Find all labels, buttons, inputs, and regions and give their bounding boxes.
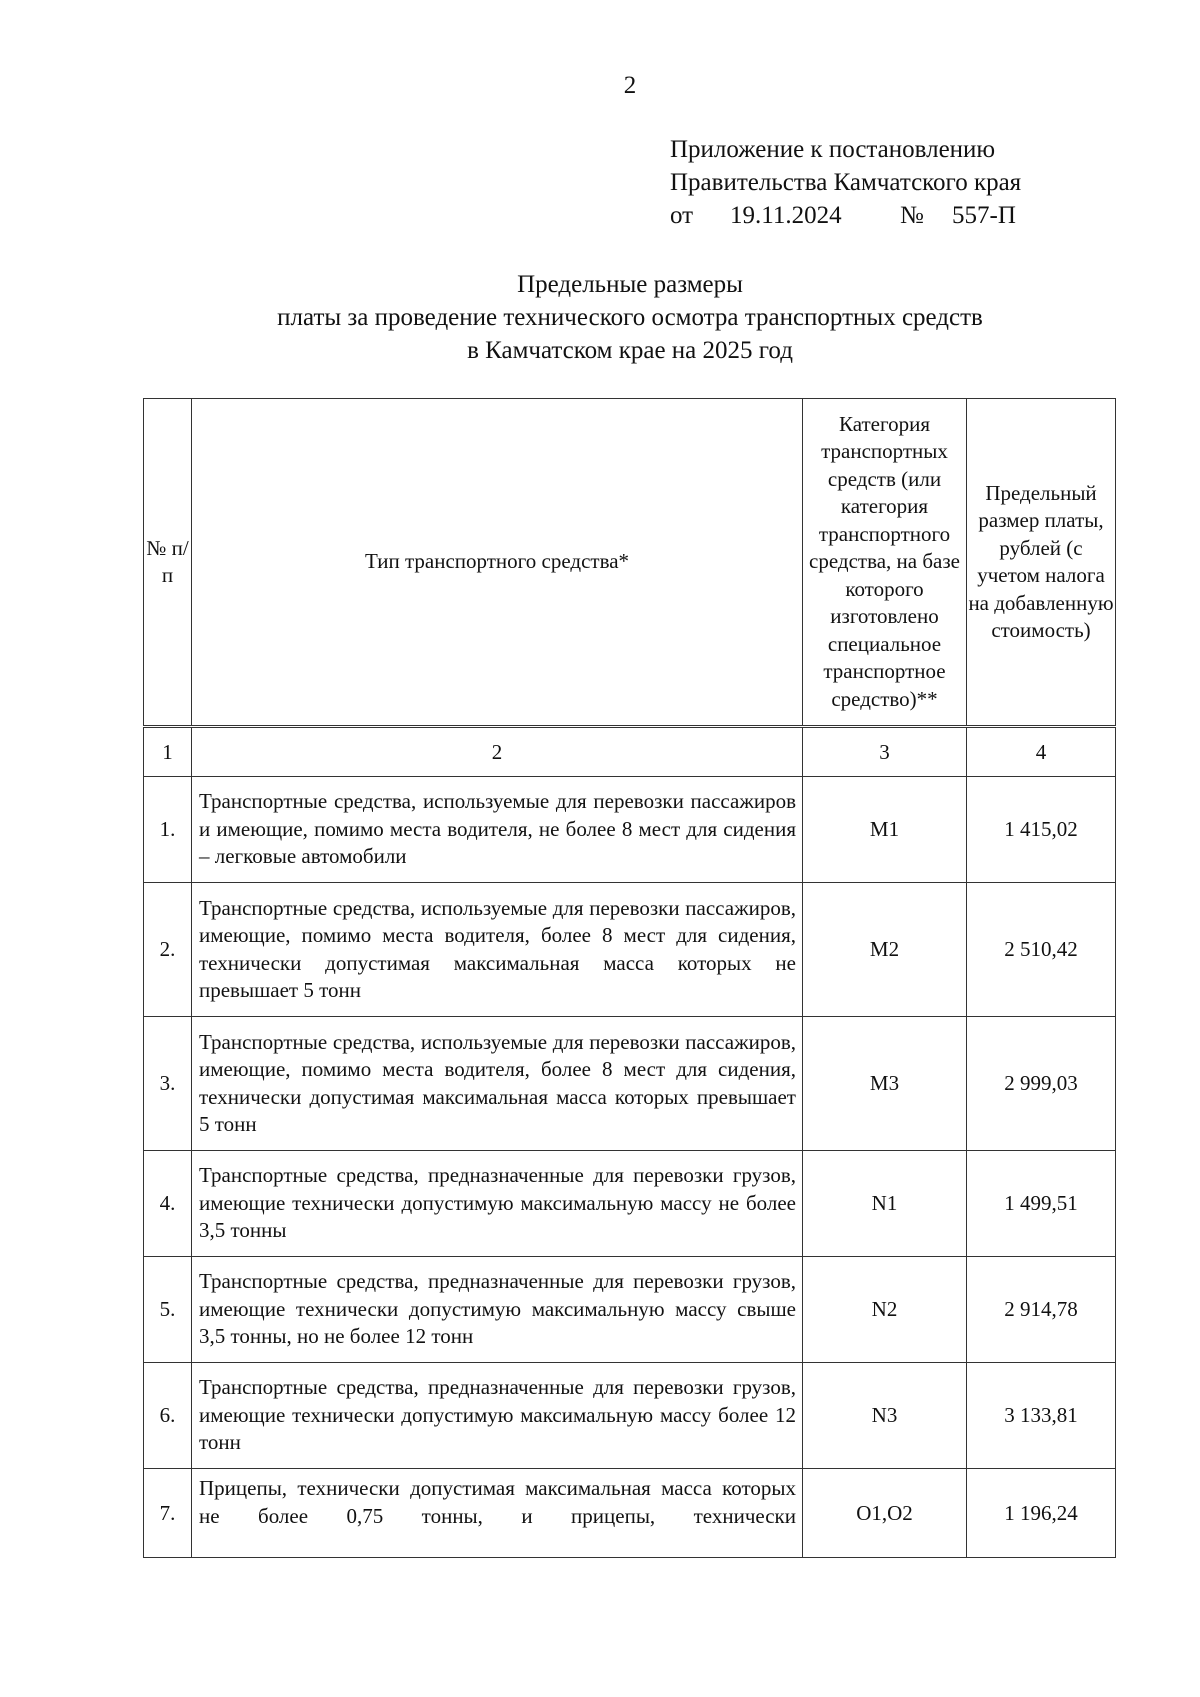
fee-amount: 2 914,78 [967, 1257, 1116, 1363]
vehicle-type: Транспортные средства, предназначенные для перевозки грузов, имеющие технически допустимую максимальную массу более 12 тонн [192, 1363, 803, 1469]
header-num: № п/п [144, 399, 192, 727]
decree-date: 19.11.2024 [730, 202, 842, 229]
fee-amount: 1 196,24 [967, 1469, 1116, 1558]
fee-amount: 2 510,42 [967, 883, 1116, 1017]
vehicle-category: O1,O2 [803, 1469, 967, 1558]
table-row [144, 1017, 1116, 1151]
title-line-2: платы за проведение технического осмотра транспортных средств [277, 304, 983, 331]
vehicle-type: Транспортные средства, используемые для перевозки пассажиров, имеющие, помимо места водителя, более 8 мест для сидения, технически допустимая максимальная масса которых не превышает 5 тонн [192, 883, 803, 1017]
fee-table [143, 398, 1116, 1558]
fee-amount: 1 499,51 [967, 1151, 1116, 1257]
row-number: 6. [144, 1363, 192, 1469]
row-number: 5. [144, 1257, 192, 1363]
document-title [0, 268, 1200, 367]
table-row [144, 1151, 1116, 1257]
vehicle-category: N3 [803, 1363, 967, 1469]
fee-amount: 2 999,03 [967, 1017, 1116, 1151]
header-type: Тип транспортного средства* [192, 399, 803, 727]
table-row [144, 1469, 1116, 1558]
from-label: от [670, 202, 694, 229]
column-number: 2 [192, 727, 803, 777]
header-category: Категория транспортных средств (или категория транспортного средства, на базе которого изготовлено специальное транспортное средство)** [803, 399, 967, 727]
fee-amount: 1 415,02 [967, 777, 1116, 883]
vehicle-type: Транспортные средства, используемые для перевозки пассажиров и имеющие, помимо места водителя, не более 8 мест для сидения – легковые автомобили [192, 777, 803, 883]
row-number: 7. [144, 1469, 192, 1558]
row-number: 3. [144, 1017, 192, 1151]
vehicle-type: Транспортные средства, предназначенные для перевозки грузов, имеющие технически допустимую максимальную массу не более 3,5 тонны [192, 1151, 803, 1257]
decree-number: 557-П [952, 202, 1016, 229]
table-header-row [144, 399, 1116, 727]
table-row [144, 1257, 1116, 1363]
appendix-line-2: Правительства Камчатского края [670, 169, 1022, 196]
vehicle-category: N1 [803, 1151, 967, 1257]
appendix-block [670, 133, 1021, 232]
table-row [144, 777, 1116, 883]
table-row [144, 1363, 1116, 1469]
column-number: 1 [144, 727, 192, 777]
column-number-row [144, 727, 1116, 777]
row-number: 4. [144, 1151, 192, 1257]
column-number: 4 [967, 727, 1116, 777]
vehicle-category: N2 [803, 1257, 967, 1363]
fee-amount: 3 133,81 [967, 1363, 1116, 1469]
vehicle-type: Транспортные средства, предназначенные для перевозки грузов, имеющие технически допустимую максимальную массу свыше 3,5 тонны, но не более 12 тонн [192, 1257, 803, 1363]
row-number: 1. [144, 777, 192, 883]
header-fee: Предельный размер платы, рублей (с учетом налога на добавленную стоимость) [967, 399, 1116, 727]
appendix-line-1: Приложение к постановлению [670, 136, 996, 163]
vehicle-category: M1 [803, 777, 967, 883]
vehicle-type: Транспортные средства, используемые для перевозки пассажиров, имеющие, помимо места водителя, более 8 мест для сидения, технически допустимая максимальная масса которых превышает 5 тонн [192, 1017, 803, 1151]
appendix-date-line [670, 199, 1021, 232]
column-number: 3 [803, 727, 967, 777]
page-number: 2 [623, 72, 637, 99]
title-line-3: в Камчатском крае на 2025 год [467, 337, 793, 364]
row-number: 2. [144, 883, 192, 1017]
number-sign: № [900, 202, 924, 229]
vehicle-category: M2 [803, 883, 967, 1017]
vehicle-category: M3 [803, 1017, 967, 1151]
vehicle-type: Прицепы, технически допустимая максимальная масса которых не более 0,75 тонны, и прицепы, технически [192, 1469, 803, 1558]
title-line-1: Предельные размеры [517, 271, 743, 298]
table-row [144, 883, 1116, 1017]
